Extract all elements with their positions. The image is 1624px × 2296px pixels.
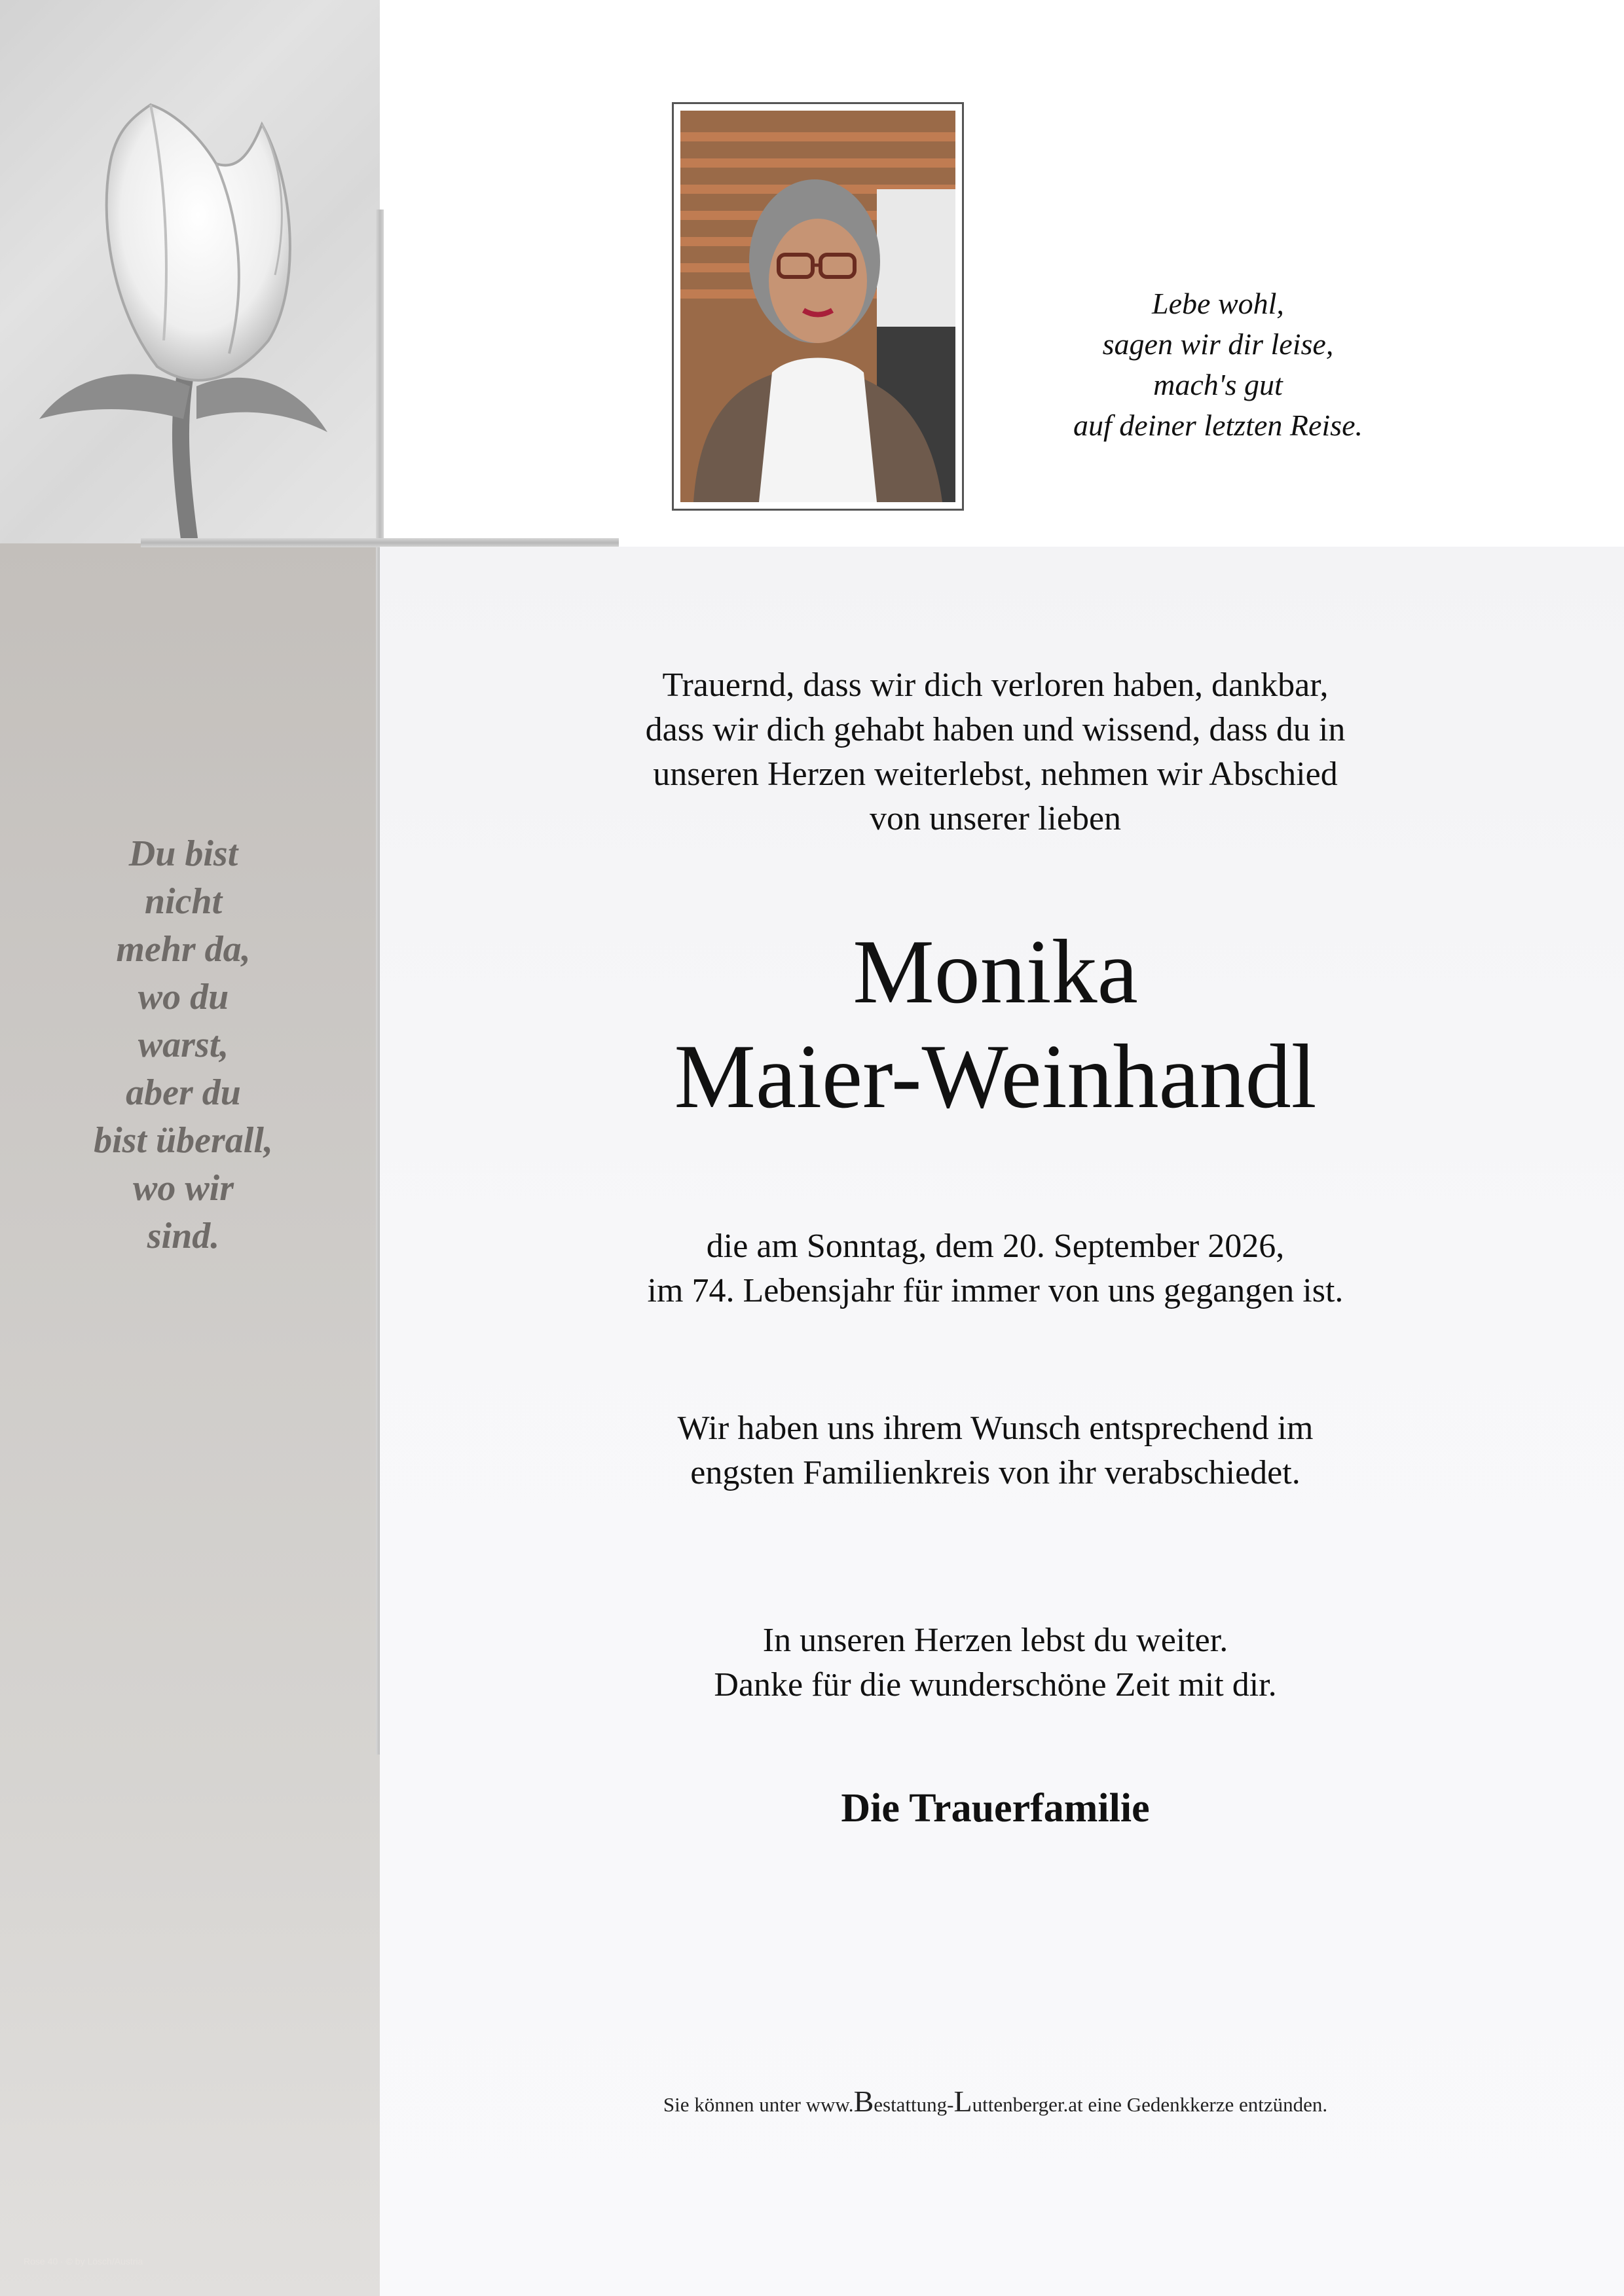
poem-line: mach's gut xyxy=(1153,368,1283,401)
signature: Die Trauerfamilie xyxy=(841,1786,1150,1831)
rose-panel xyxy=(0,0,380,543)
farewell-note xyxy=(511,1406,1480,1495)
sidebar-poem-line: Du bist xyxy=(128,833,238,874)
farewell-line: engsten Familienkreis von ihr verabschiedet. xyxy=(690,1454,1301,1491)
deceased-name xyxy=(511,920,1480,1129)
death-line: im 74. Lebensjahr für immer von uns gegangen ist. xyxy=(647,1272,1344,1309)
intro-line: dass wir dich gehabt haben und wissend, dass du in xyxy=(645,711,1346,748)
footer-prefix: Sie können unter www. xyxy=(663,2093,854,2116)
closing-line: Danke für die wunderschöne Zeit mit dir. xyxy=(714,1666,1277,1704)
white-rose-image xyxy=(0,0,380,543)
intro-line: unseren Herzen weiterlebst, nehmen wir Abschied xyxy=(653,756,1338,793)
footer-suffix: uttenberger.at eine Gedenkkerze entzünden. xyxy=(972,2093,1328,2116)
sidebar-poem-line: wo du xyxy=(138,977,229,1017)
sidebar-poem-line: wo wir xyxy=(132,1168,234,1209)
portrait-image xyxy=(680,111,955,502)
death-notice xyxy=(511,1224,1480,1313)
closing-line: In unseren Herzen lebst du weiter. xyxy=(762,1622,1228,1659)
left-sidebar xyxy=(0,543,380,2296)
footer-initial-b: B xyxy=(853,2085,874,2118)
poem-line: auf deiner letzten Reise. xyxy=(1073,409,1363,442)
poem-line: Lebe wohl, xyxy=(1152,287,1284,320)
footer-initial-l: L xyxy=(953,2085,972,2118)
portrait-photo-frame xyxy=(672,102,964,511)
portrait-photo xyxy=(680,111,955,502)
footer-note xyxy=(511,2087,1480,2119)
sidebar-poem-line: warst, xyxy=(138,1025,229,1065)
intro-line: Trauernd, dass wir dich verloren haben, dankbar, xyxy=(662,666,1329,704)
sidebar-poem-line: mehr da, xyxy=(116,929,251,970)
sidebar-poem-line: aber du xyxy=(126,1072,241,1113)
footer-link-part: estattung- xyxy=(874,2093,954,2116)
intro-text xyxy=(511,663,1480,841)
image-copyright: Rose 40 · © by Lösch/Austria xyxy=(24,2256,143,2267)
death-line: die am Sonntag, dem 20. September 2026, xyxy=(706,1228,1285,1265)
last-name: Maier-Weinhandl xyxy=(674,1026,1317,1127)
intro-line: von unserer lieben xyxy=(869,800,1122,837)
poem-line: sagen wir dir leise, xyxy=(1102,327,1334,361)
sidebar-poem xyxy=(26,830,341,1260)
sidebar-poem-line: sind. xyxy=(147,1216,220,1256)
first-name: Monika xyxy=(853,921,1138,1023)
farewell-poem xyxy=(995,283,1441,446)
cross-horizontal-bar xyxy=(141,538,619,547)
sidebar-poem-line: bist überall, xyxy=(94,1120,273,1161)
sidebar-poem-line: nicht xyxy=(144,881,223,922)
farewell-line: Wir haben uns ihrem Wunsch entsprechend im xyxy=(677,1410,1314,1447)
closing-text xyxy=(511,1618,1480,1707)
